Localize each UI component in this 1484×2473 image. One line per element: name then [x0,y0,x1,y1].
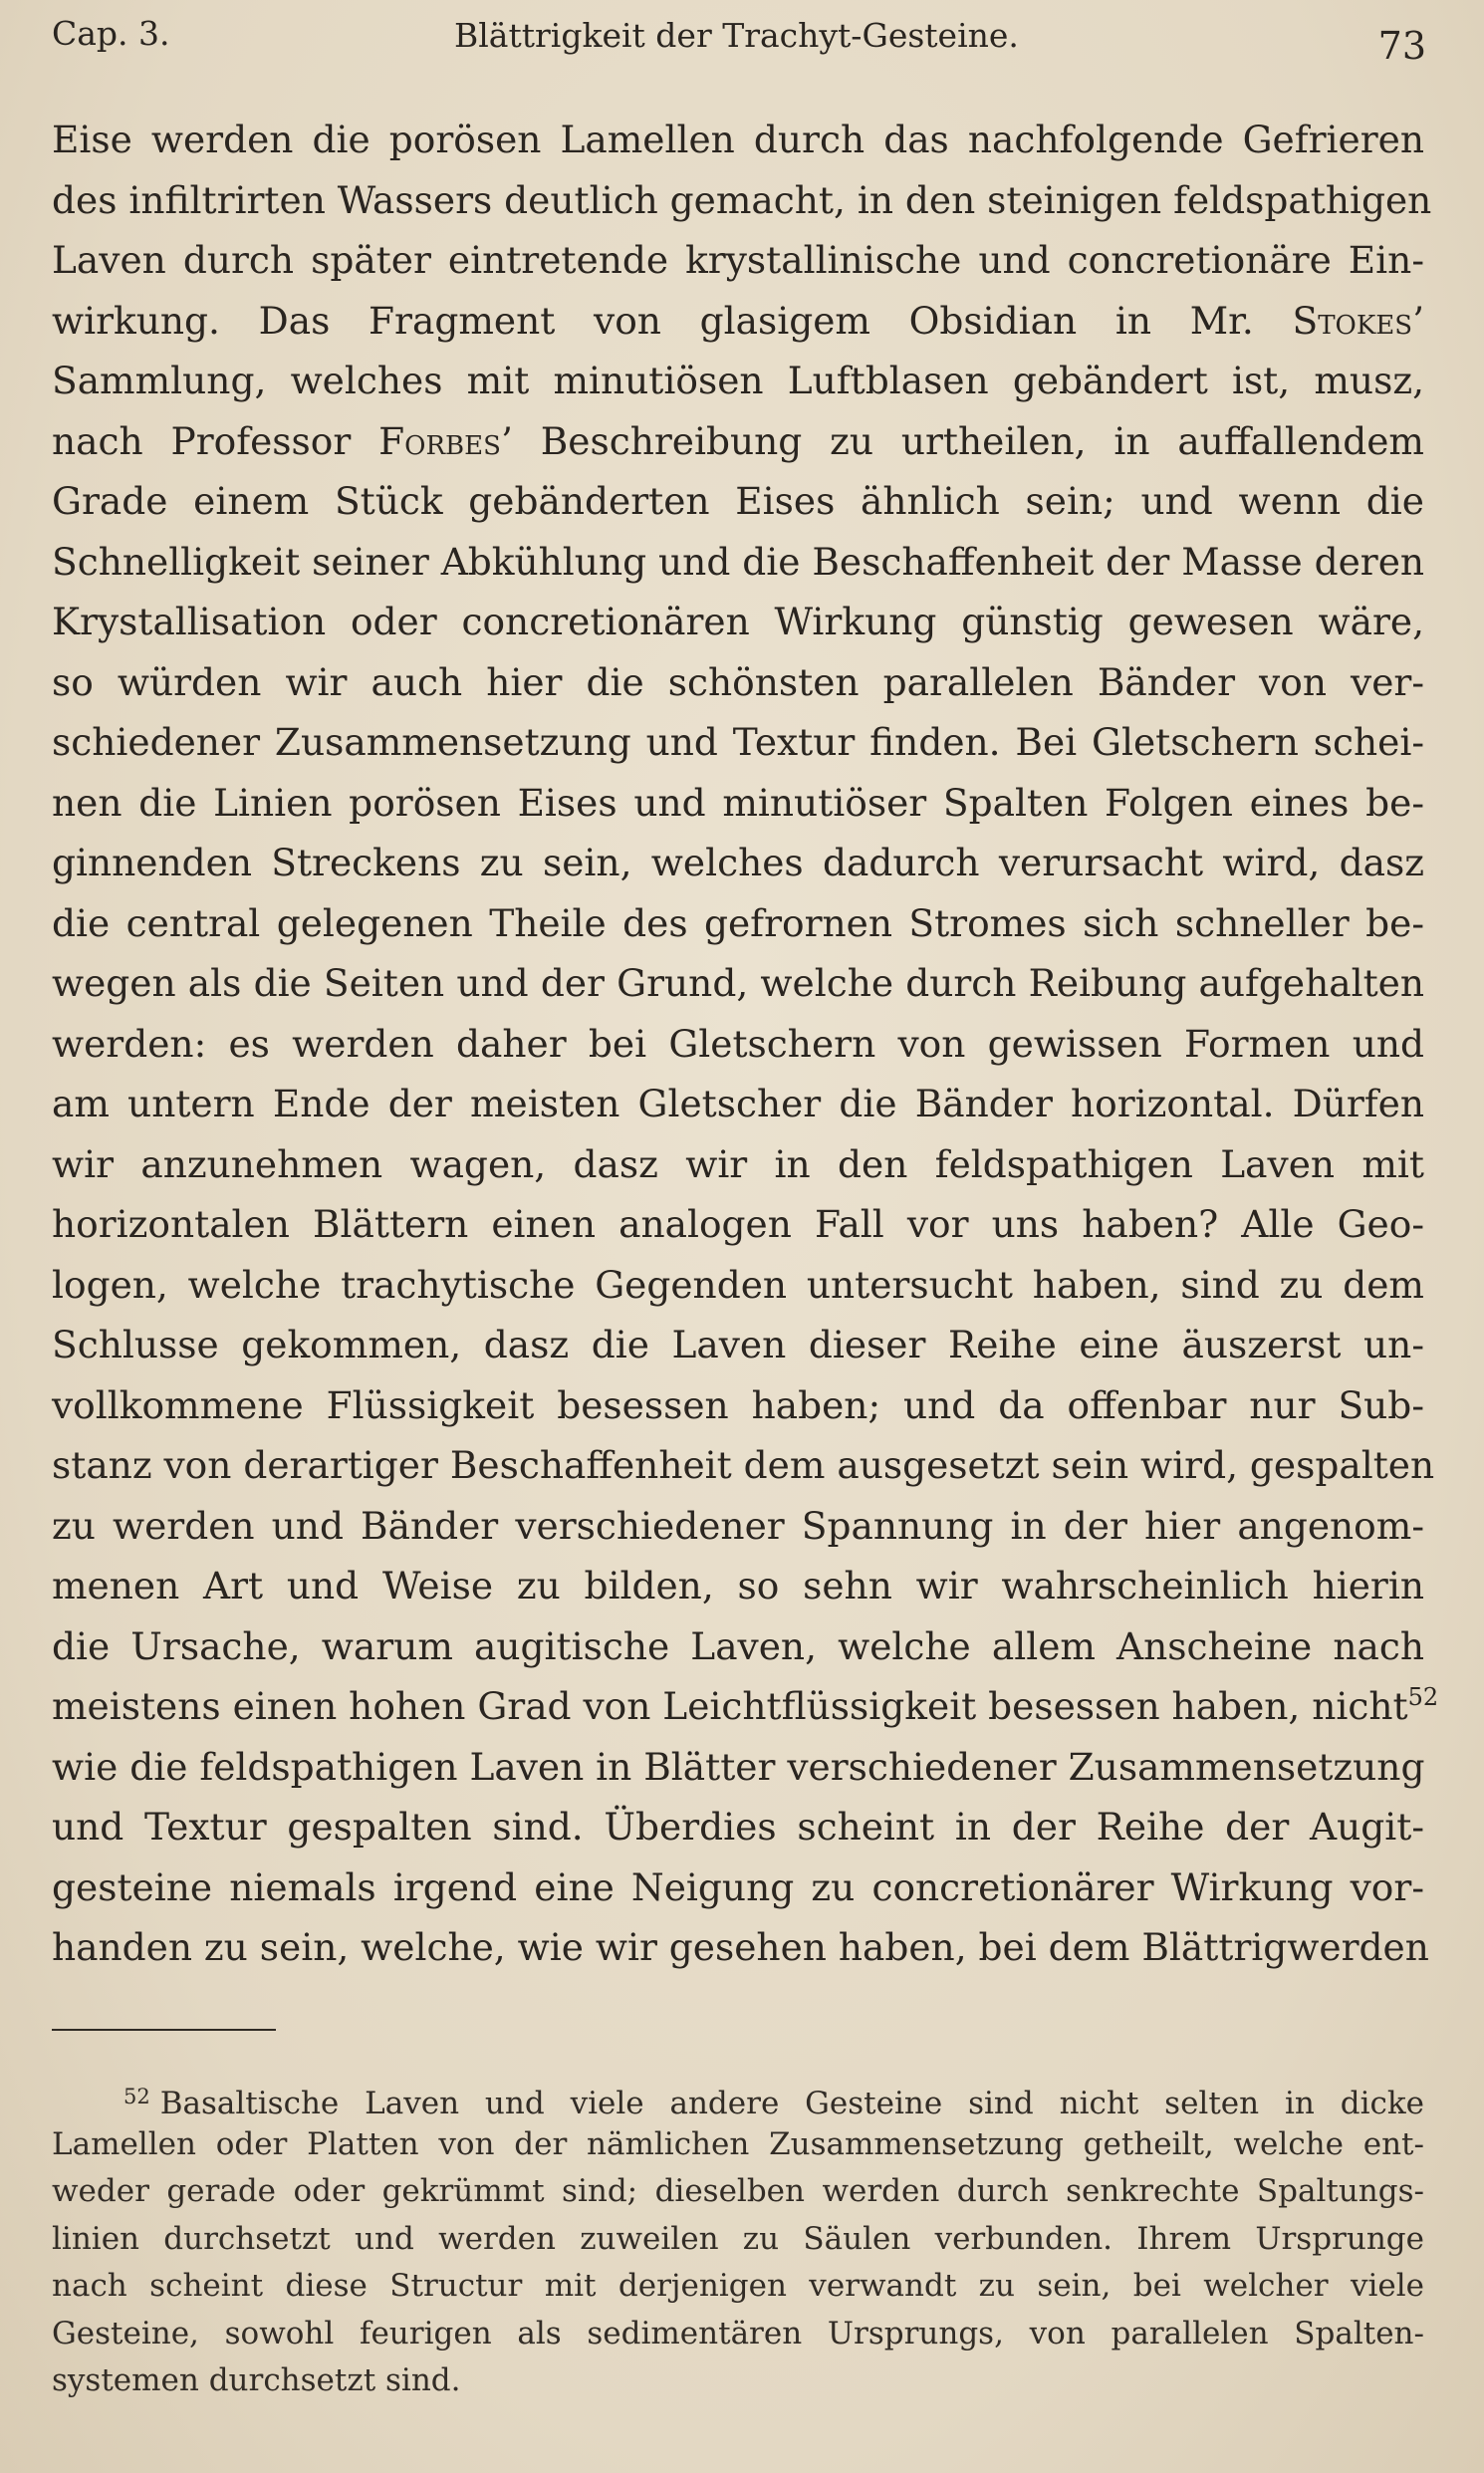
page-header [52,14,1426,68]
text-line [52,411,1424,472]
text-line: Eise werden die porösen Lamellen durch das nachfolgende Gefrieren [52,118,1424,161]
person-name: Forbes [378,418,501,463]
text-segment: wirkung. Das Fragment von glasigem Obsidian in Mr. [52,298,1254,343]
footnote-line: weder gerade oder gekrümmt sind; dieselben werden durch senkrechte Spaltungs- [52,2173,1424,2209]
text-line: Schlusse gekommen, dasz die Laven dieser Reihe eine äuszerst un- [52,1323,1424,1366]
footnote-line: nach scheint diese Structur mit derjenigen verwandt zu sein, bei welcher viele [52,2268,1424,2304]
text-line [52,1676,1439,1737]
text-segment: ’ Beschreibung zu urtheilen, in auffallendem [500,418,1424,463]
footnote-line: Lamellen oder Platten von der nämlichen Zusammensetzung getheilt, welche ent- [52,2125,1424,2162]
text-line: menen Art und Weise zu bilden, so sehn wir wahrscheinlich hierin [52,1564,1424,1607]
text-segment: nach Professor [52,418,352,463]
text-line [52,291,1424,352]
text-segment: Basaltische Laven und viele andere Gesteine sind nicht selten in dicke [159,2086,1424,2121]
text-line: so würden wir auch hier die schönsten parallelen Bänder von ver- [52,659,1424,704]
text-segment: meistens einen hohen Grad von Leichtflüssigkeit besessen haben, nicht [52,1684,1408,1728]
text-line: die central gelegenen Theile des gefrornen Stromes sich schneller be- [52,900,1424,945]
person-name: Stokes [1292,298,1413,343]
text-line: des infiltrirten Wassers deutlich gemacht, in den steinigen feldspathigen [52,177,1432,222]
text-line: ginnenden Streckens zu sein, welches dadurch verursacht wird, dasz [52,841,1424,884]
text-line: handen zu sein, welche, wie wir gesehen haben, bei dem Blättrigwerden [52,1925,1429,1969]
footnote-block [52,2074,1424,2405]
footnote-reference: 52 [1407,1683,1439,1711]
text-line: zu werden und Bänder verschiedener Spannung in der hier angenom- [52,1503,1424,1548]
text-line: Schnelligkeit seiner Abkühlung und die Beschaffenheit der Masse deren [52,539,1425,584]
text-line: Grade einem Stück gebänderten Eises ähnlich sein; und wenn die [52,479,1424,523]
text-line: Krystallisation oder concretionären Wirkung günstig gewesen wäre, [52,600,1424,643]
text-line: Laven durch später eintretende krystallinische und concretionäre Ein- [52,238,1424,282]
text-line: logen, welche trachytische Gegenden untersucht haben, sind zu dem [52,1262,1424,1307]
footnote-line: Gesteine, sowohl feurigen als sedimentären Ursprungs, von parallelen Spalten- [52,2315,1424,2351]
footnote-line: linien durchsetzt und werden zuweilen zu Säulen verbunden. Ihrem Ursprunge [52,2220,1424,2257]
chapter-label: Cap. 3. [52,14,170,53]
main-text [52,110,1439,1978]
text-line: die Ursache, warum augitische Laven, welche allem Anscheine nach [52,1623,1424,1668]
text-line: werden: es werden daher bei Gletschern von gewissen Formen und [52,1021,1424,1066]
text-line: wir anzunehmen wagen, dasz wir in den feldspathigen Laven mit [52,1141,1424,1186]
text-line: schiedener Zusammensetzung und Textur finden. Bei Gletschern schei- [52,720,1424,764]
text-line: horizontalen Blättern einen analogen Fall vor uns haben? Alle Geo- [52,1202,1424,1246]
text-line: und Textur gespalten sind. Überdies scheint in der Reihe der Augit- [52,1805,1424,1849]
footnote-marker: 52 [124,2085,150,2108]
text-line: gesteine niemals irgend eine Neigung zu concretionärer Wirkung vor- [52,1864,1424,1909]
footnote-line: systemen durchsetzt sind. [52,2362,461,2398]
footnote-divider [52,2029,276,2031]
text-line: vollkommene Flüssigkeit besessen haben; und da offenbar nur Sub- [52,1382,1424,1427]
text-line: wegen als die Seiten und der Grund, welche durch Reibung aufgehalten [52,961,1424,1005]
page-number: 73 [1377,24,1426,68]
footnote-line [52,2074,1424,2121]
text-line: nen die Linien porösen Eises und minutiöser Spalten Folgen eines be- [52,780,1424,825]
text-line: wie die feldspathigen Laven in Blätter verschiedener Zusammensetzung [52,1744,1425,1789]
text-line: am untern Ende der meisten Gletscher die Bänder horizontal. Dürfen [52,1082,1424,1125]
text-line: stanz von derartiger Beschaffenheit dem ausgesetzt sein wird, gespalten [52,1443,1435,1487]
text-segment: ’ [1412,298,1424,343]
running-title: Blättrigkeit der Trachyt-Gesteine. [454,16,1019,55]
text-line: Sammlung, welches mit minutiösen Luftblasen gebändert ist, musz, [52,359,1424,402]
